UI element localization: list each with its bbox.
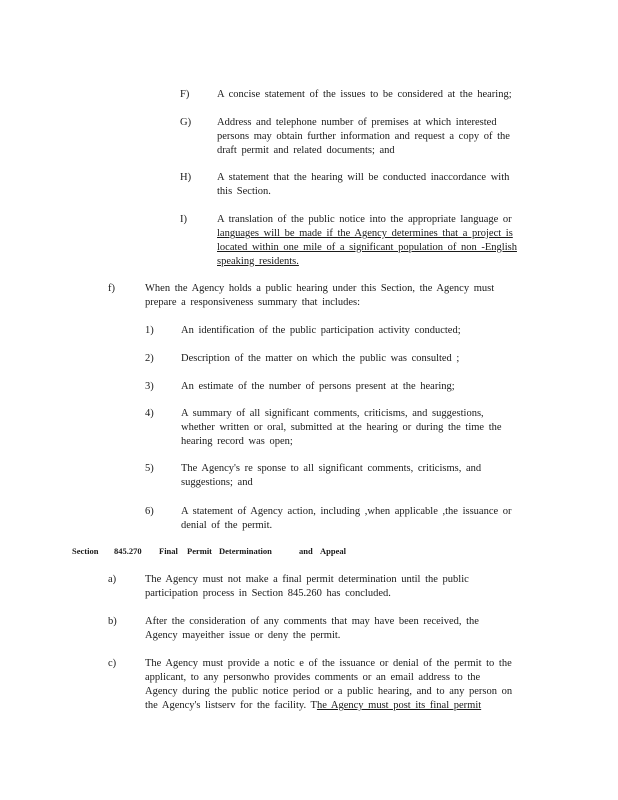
text-line: A statement of Agency action, including ,when applicable ,the issuance or: [181, 506, 512, 517]
item-label: 4): [145, 408, 154, 419]
item-text: [181, 324, 461, 338]
section-label: Section: [72, 546, 99, 556]
text-line: When the Agency holds a public hearing under this Section, the Agency must: [145, 283, 495, 294]
item-text: [181, 380, 455, 394]
text-line: hearing record was open;: [181, 436, 293, 447]
item-text: [145, 282, 494, 310]
item-text: [181, 462, 481, 490]
item-text: [181, 505, 512, 533]
item-label: 3): [145, 381, 154, 392]
item-text: [217, 213, 517, 269]
section-heading: [72, 546, 346, 556]
text-line: persons may obtain further information and request a copy of the: [217, 131, 510, 142]
text-line: A translation of the public notice into the appropriate language or: [217, 214, 512, 225]
item-label: F): [180, 89, 190, 100]
item-label: 6): [145, 506, 154, 517]
text-line: Agency during the public notice period or a public hearing, and to any person on: [145, 686, 513, 697]
text-line: this Section.: [217, 186, 271, 197]
item-label: b): [108, 616, 117, 627]
section-title-word: Final: [159, 546, 178, 556]
text-line: The Agency must not make a final permit determination until the public: [145, 574, 469, 585]
text-line: suggestions; and: [181, 477, 253, 488]
inserted-text-segment: he Agency must post its final permit: [316, 700, 482, 711]
item-label: G): [180, 117, 192, 128]
item-label: a): [108, 574, 117, 585]
inserted-text-line: languages will be made if the Agency determines that a project is: [217, 228, 513, 239]
text-line: prepare a responsiveness summary that includes:: [145, 297, 360, 308]
text-line: A concise statement of the issues to be considered at the hearing;: [217, 89, 512, 100]
text-line: The Agency's re sponse to all significant comments, criticisms, and: [181, 463, 482, 474]
text-line: An estimate of the number of persons present at the hearing;: [181, 381, 455, 392]
item-label: 1): [145, 325, 154, 336]
item-label: c): [108, 658, 117, 669]
section-title-word: Appeal: [320, 546, 346, 556]
item-text: [145, 615, 479, 643]
item-text: [217, 171, 509, 199]
item-label: 5): [145, 463, 154, 474]
section-title-word: and: [299, 546, 313, 556]
item-label: H): [180, 172, 192, 183]
text-line: An identification of the public participation activity conducted;: [181, 325, 461, 336]
text-line: draft permit and related documents; and: [217, 145, 395, 156]
text-line: The Agency must provide a notic e of the issuance or denial of the permit to the: [145, 658, 512, 669]
inserted-text-line: speaking residents.: [217, 256, 299, 267]
section-title-word: Determination: [219, 546, 272, 556]
item-label: 2): [145, 353, 154, 364]
item-text: [217, 116, 510, 158]
item-label: f): [108, 283, 115, 294]
inserted-text-line: located within one mile of a significant population of non -English: [217, 242, 517, 253]
text-segment: the Agency's listserv for the facility. T: [145, 700, 317, 711]
text-line: denial of the permit.: [181, 520, 273, 531]
text-line: Description of the matter on which the public was consulted ;: [181, 353, 460, 364]
text-line: [145, 699, 512, 713]
text-line: Address and telephone number of premises at which interested: [217, 117, 497, 128]
item-text: [181, 407, 502, 449]
text-line: whether written or oral, submitted at the hearing or during the time the: [181, 422, 502, 433]
text-line: A statement that the hearing will be conducted inaccordance with: [217, 172, 510, 183]
item-text: [181, 352, 459, 366]
item-text: [217, 88, 512, 102]
text-line: applicant, to any personwho provides comments or an email address to the: [145, 672, 481, 683]
text-line: participation process in Section 845.260 has concluded.: [145, 588, 391, 599]
item-text: [145, 657, 512, 713]
text-line: After the consideration of any comments that may have been received, the: [145, 616, 479, 627]
text-line: Agency mayeither issue or deny the permit.: [145, 630, 341, 641]
item-text: [145, 573, 469, 601]
text-line: A summary of all significant comments, criticisms, and suggestions,: [181, 408, 484, 419]
item-label: I): [180, 214, 187, 225]
section-number: 845.270: [114, 546, 142, 556]
section-title-word: Permit: [187, 546, 213, 556]
